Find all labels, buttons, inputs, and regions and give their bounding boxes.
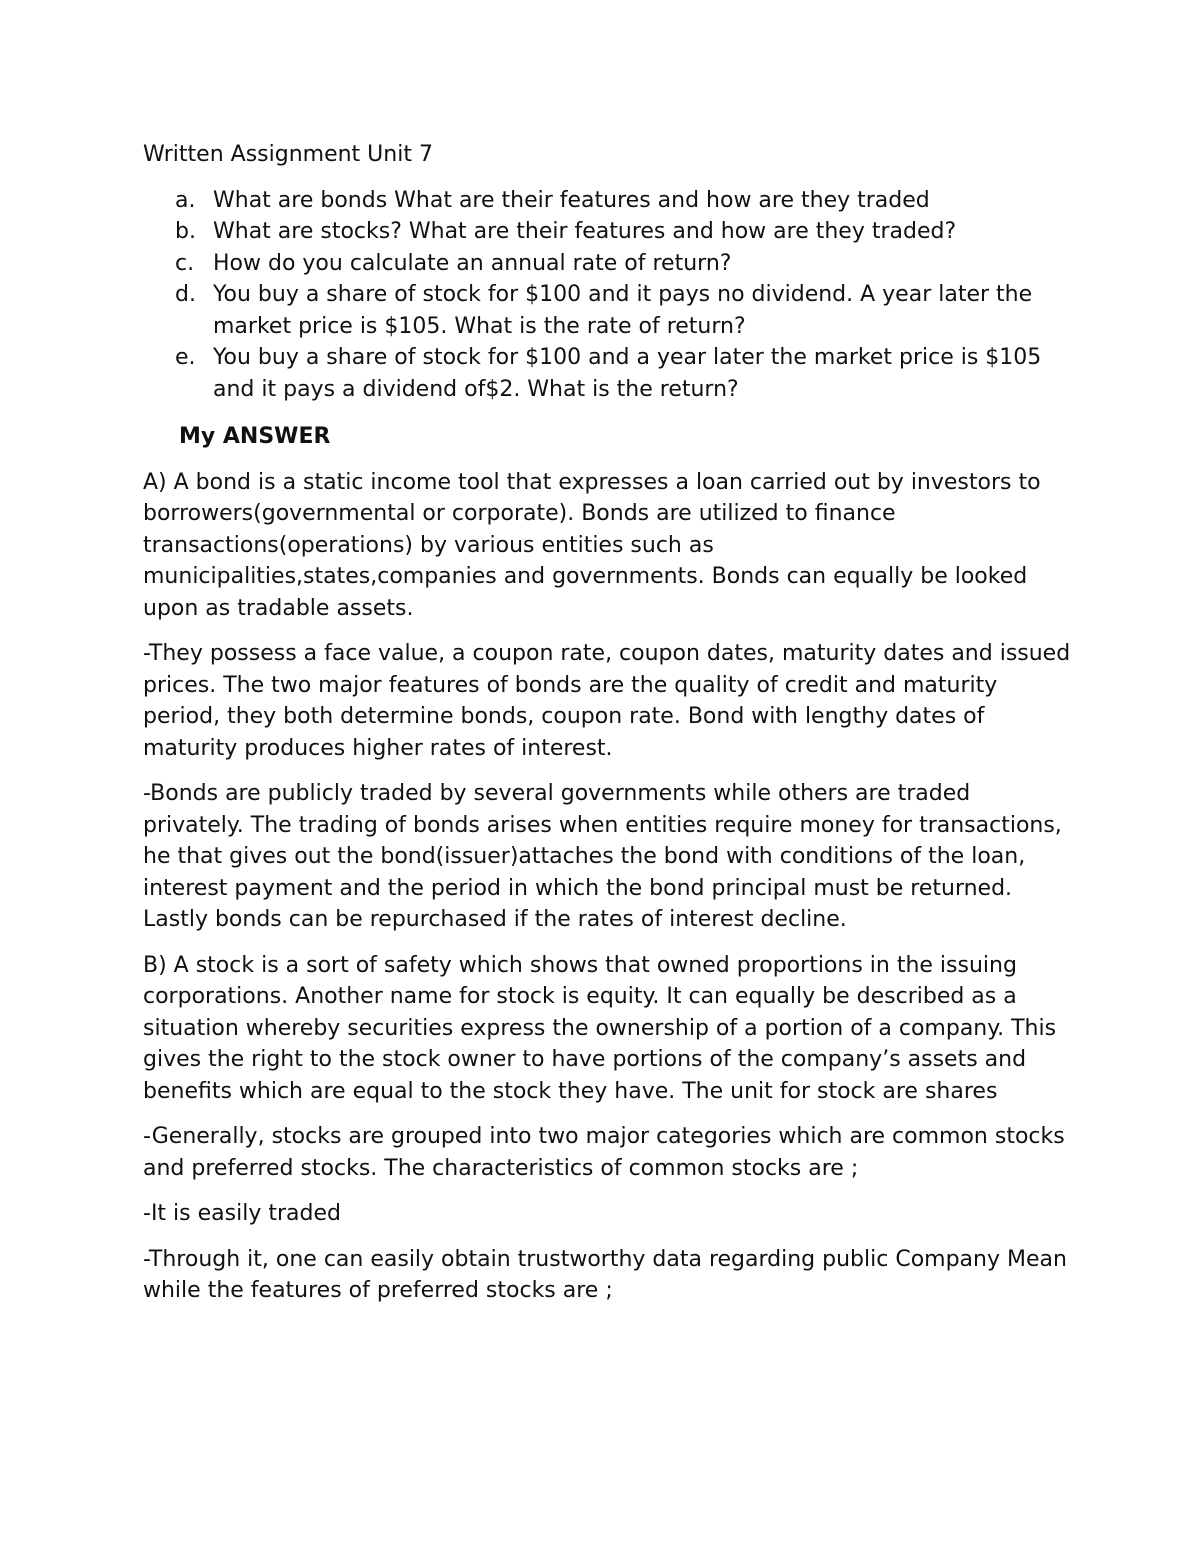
question-letter: e. xyxy=(175,345,196,370)
question-letter: c. xyxy=(175,250,195,276)
question-item xyxy=(143,185,1073,217)
question-text: How do you calculate an annual rate of return? xyxy=(213,250,732,276)
document-title: Written Assignment Unit 7 xyxy=(143,142,433,167)
question-item xyxy=(143,342,1073,405)
question-text: What are stocks? What are their features and how are they traded? xyxy=(213,219,957,244)
question-text: What are bonds What are their features and how are they traded xyxy=(213,187,930,213)
question-text: You buy a share of stock for $100 and it pays no dividend. A year later the market price is $105. What is the rate of return? xyxy=(213,282,1033,339)
answer-paragraph: -Bonds are publicly traded by several governments while others are traded privately. The trading of bonds arises when entities require money for transactions, he that gives out the bond(issuer)attaches the bond with conditions of the loan, interest payment and the period in which the bond principal must be returned. Lastly bonds can be repurchased if the rates of interest decline. xyxy=(143,781,1062,932)
answer-paragraph: A) A bond is a static income tool that expresses a loan carried out by investors to borrowers(governmental or corporate). Bonds are utilized to finance transactions(operations) by various entities such as municipalities,states,companies and governments. Bonds can equally be looked upon as tradable assets. xyxy=(143,469,1041,621)
question-item xyxy=(143,216,1073,248)
answer-heading: My ANSWER xyxy=(179,424,331,449)
question-letter: d. xyxy=(175,282,196,307)
question-list xyxy=(143,185,1073,406)
answer-paragraph: -They possess a face value, a coupon rate, coupon dates, maturity dates and issued prices. The two major features of bonds are the quality of credit and maturity period, they both determine bonds, coupon rate. Bond with lengthy dates of maturity produces higher rates of interest. xyxy=(143,641,1071,761)
question-letter: a. xyxy=(175,187,196,213)
question-letter: b. xyxy=(175,219,196,244)
answer-paragraph: -Through it, one can easily obtain trustworthy data regarding public Company Mean while the features of preferred stocks are ; xyxy=(143,1246,1067,1303)
document-page xyxy=(143,139,1073,1321)
answer-paragraph: -It is easily traded xyxy=(143,1201,341,1226)
answer-paragraph: -Generally, stocks are grouped into two major categories which are common stocks and preferred stocks. The characteristics of common stocks are ; xyxy=(143,1124,1065,1181)
question-text: You buy a share of stock for $100 and a year later the market price is $105 and it pays a dividend of$2. What is the return? xyxy=(213,345,1042,402)
question-item xyxy=(143,248,1073,280)
answer-paragraph: B) A stock is a sort of safety which shows that owned proportions in the issuing corporations. Another name for stock is equity. It can equally be described as a situation whereby securities express the ownership of a portion of a company. This gives the right to the stock owner to have portions of the company’s assets and benefits which are equal to the stock they have. The unit for stock are shares xyxy=(143,952,1057,1104)
question-item xyxy=(143,279,1073,342)
